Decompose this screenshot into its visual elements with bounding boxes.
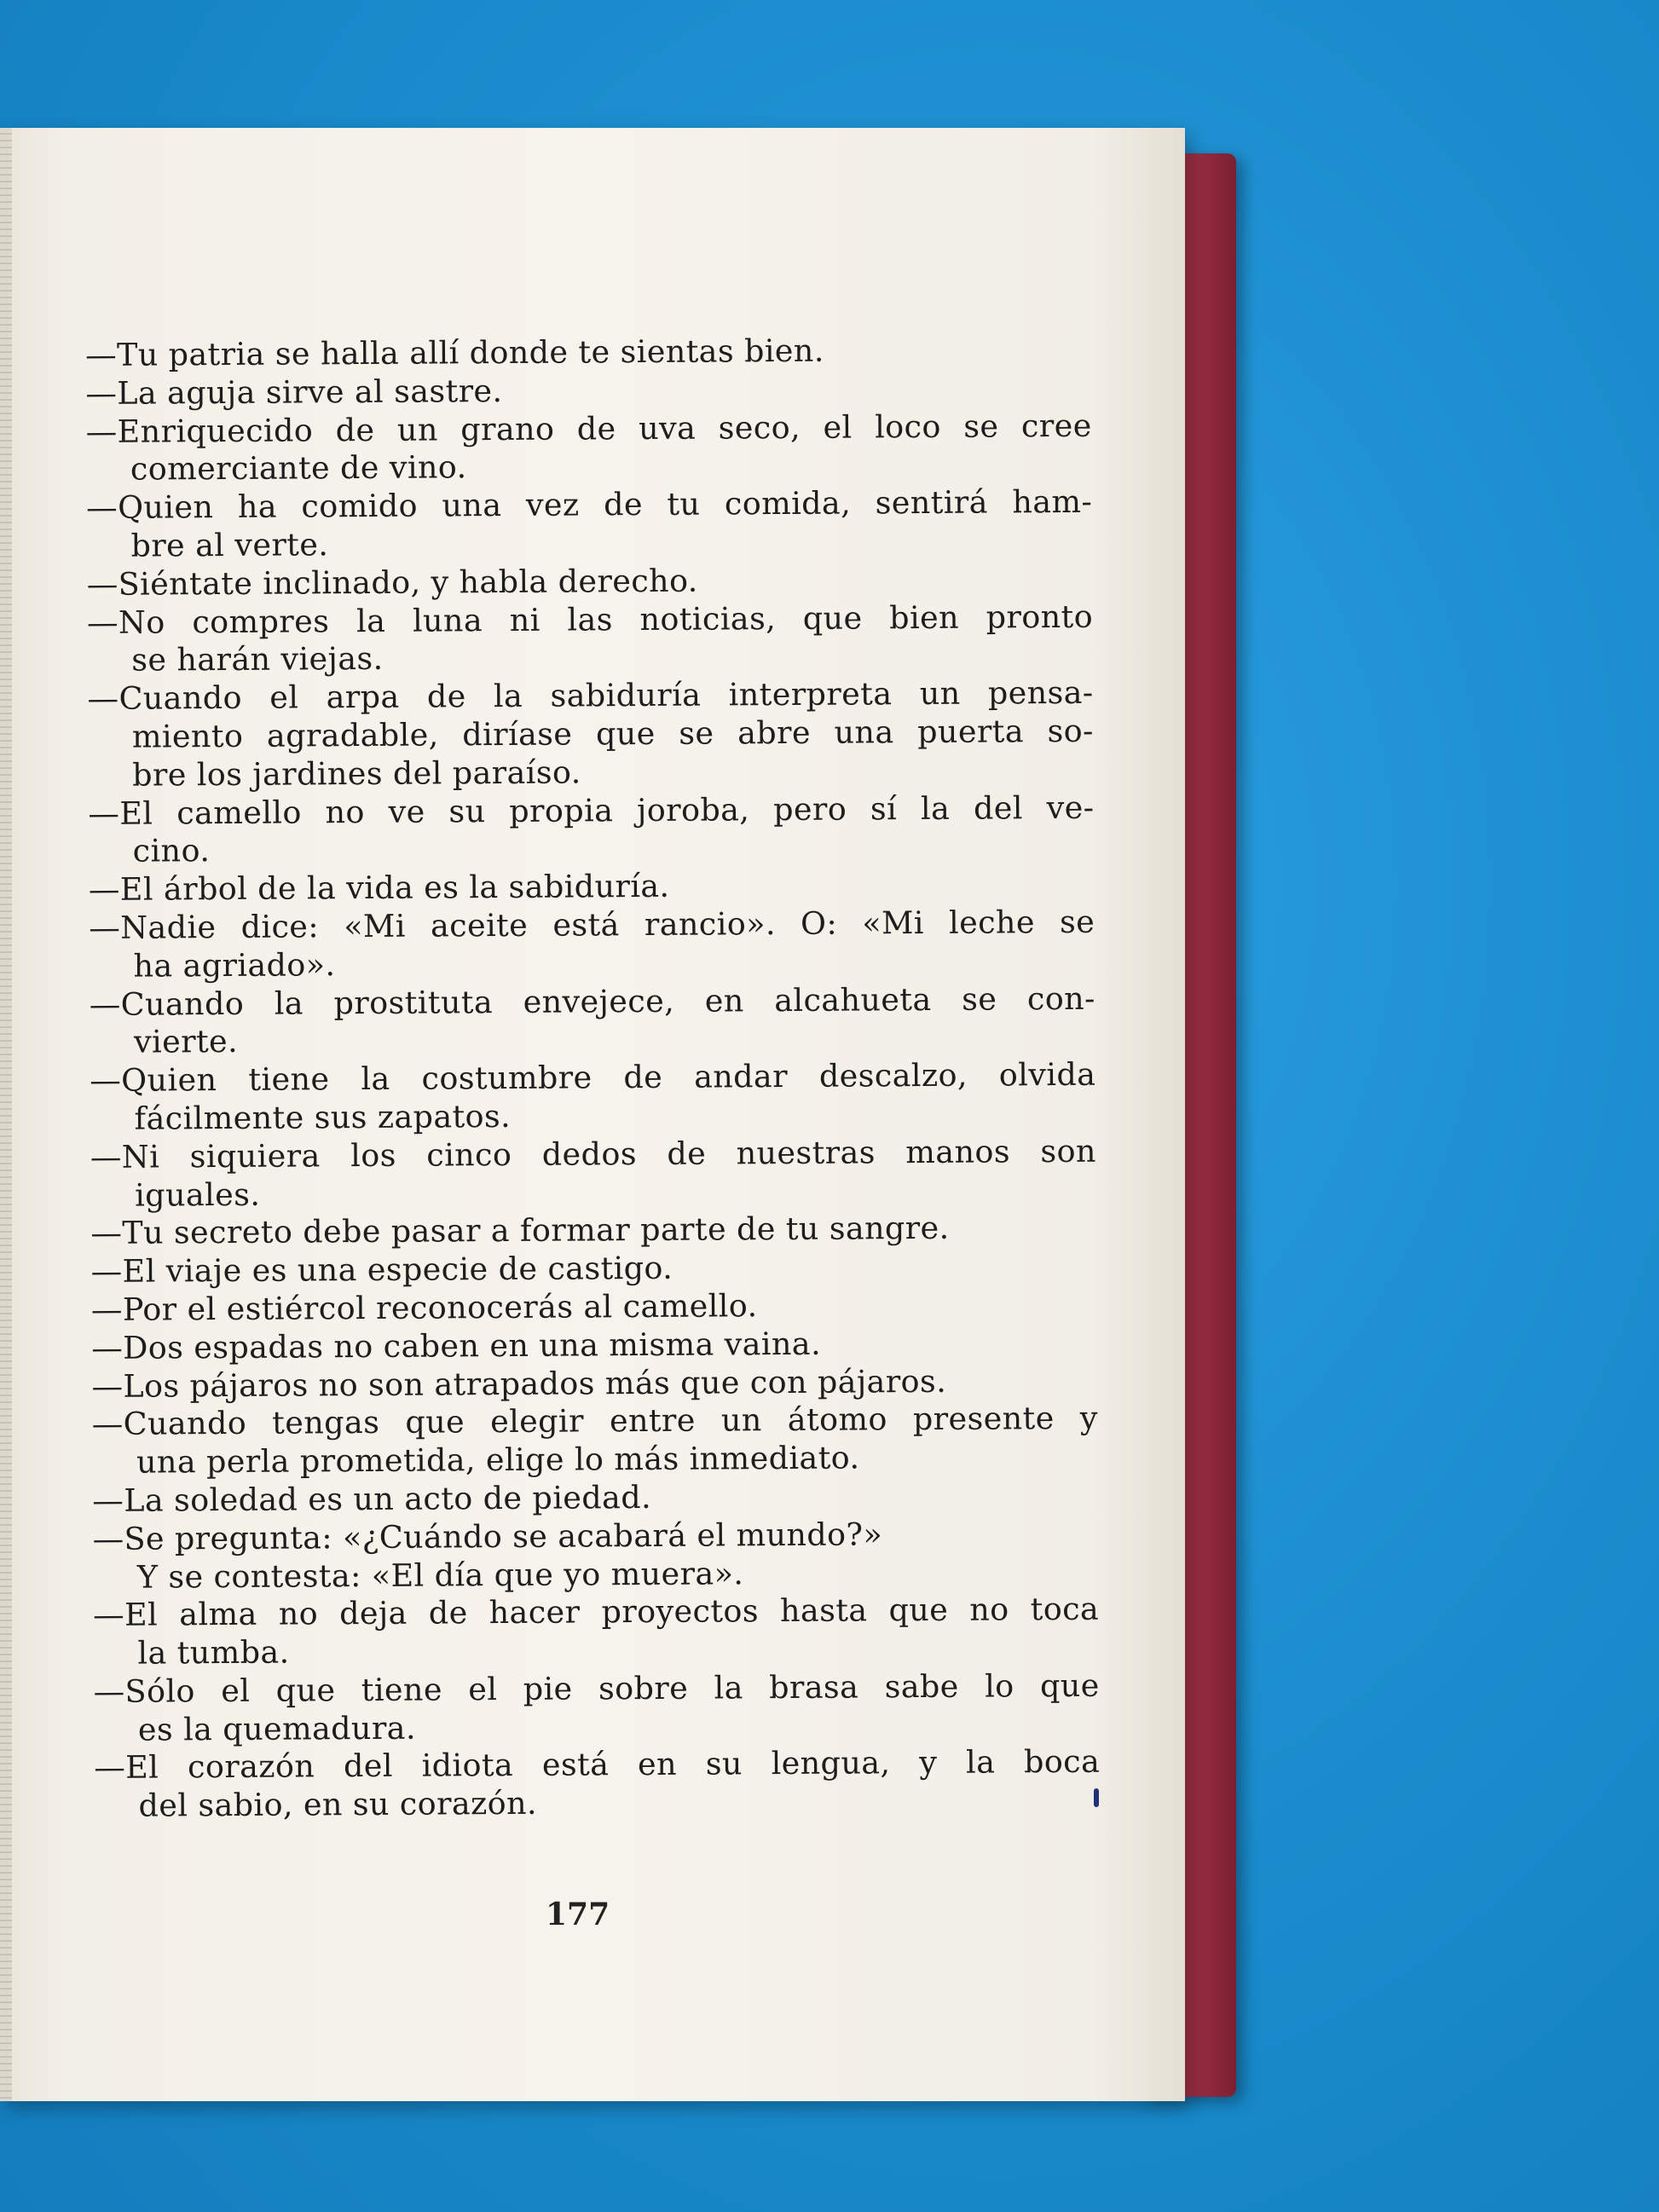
text-line-content: —El camello no ve su propia joroba, pero sí la del ve- bbox=[88, 788, 1095, 832]
proverbs-text-block bbox=[85, 331, 1101, 1826]
text-line bbox=[93, 1629, 1099, 1673]
text-line-content: —Se pregunta: «¿Cuándo se acabará el mundo?» bbox=[92, 1516, 883, 1557]
text-line-content: fácilmente sus zapatos. bbox=[134, 1097, 512, 1137]
text-line bbox=[94, 1667, 1100, 1712]
text-line bbox=[88, 751, 1094, 795]
text-line-content: bre al verte. bbox=[130, 526, 329, 564]
text-line bbox=[93, 1552, 1099, 1597]
text-line bbox=[86, 407, 1092, 451]
text-line bbox=[90, 1018, 1095, 1062]
text-line-content: Y se contesta: «El día que yo muera». bbox=[136, 1554, 744, 1596]
text-line-content: —El alma no deja de hacer proyectos hasta que no toca bbox=[93, 1591, 1100, 1634]
text-line bbox=[86, 522, 1092, 566]
text-line bbox=[87, 598, 1093, 642]
text-line bbox=[92, 1438, 1098, 1482]
text-line bbox=[88, 788, 1094, 833]
text-line bbox=[94, 1782, 1100, 1826]
text-line-content: —Tu secreto debe pasar a formar parte de tu sangre. bbox=[90, 1210, 950, 1252]
text-line-content: —La aguja sirve al sastre. bbox=[85, 372, 503, 412]
text-line bbox=[90, 1133, 1096, 1177]
text-line-content: cino. bbox=[132, 832, 211, 870]
text-line-content: —Por el estiércol reconocerás al camello. bbox=[90, 1287, 758, 1328]
text-line-content: —Enriquecido de un grano de uva seco, el loco se cree bbox=[85, 407, 1092, 450]
text-line-content: vierte. bbox=[133, 1023, 239, 1061]
text-line bbox=[90, 979, 1095, 1024]
text-line-content: miento agradable, diríase que se abre una puerta so- bbox=[131, 712, 1094, 755]
text-line-content: —Cuando tengas que elegir entre un átomo presente y bbox=[91, 1400, 1098, 1443]
text-line bbox=[87, 560, 1093, 604]
page-gutter bbox=[0, 128, 12, 2101]
text-line bbox=[85, 369, 1091, 413]
text-line bbox=[91, 1361, 1097, 1406]
text-line-content: se harán viejas. bbox=[131, 640, 384, 679]
text-line bbox=[92, 1476, 1098, 1521]
text-line bbox=[90, 1056, 1095, 1100]
text-line bbox=[89, 904, 1095, 948]
text-line bbox=[91, 1285, 1097, 1330]
text-line bbox=[87, 674, 1093, 719]
text-line-content: —El árbol de la vida es la sabiduría. bbox=[88, 867, 670, 909]
text-line-content: bre los jardines del paraíso. bbox=[132, 754, 581, 794]
text-line bbox=[94, 1743, 1100, 1788]
ink-mark bbox=[1094, 1788, 1099, 1807]
text-line bbox=[89, 865, 1095, 910]
text-line bbox=[85, 331, 1091, 375]
text-line-content: comerciante de vino. bbox=[130, 448, 467, 488]
text-line-content: iguales. bbox=[135, 1175, 261, 1214]
text-line bbox=[88, 713, 1094, 757]
text-line-content: —Siéntate inclinado, y habla derecho. bbox=[86, 562, 698, 603]
text-line-content: —Tu patria se halla allí donde te sientas bien. bbox=[85, 332, 824, 373]
text-line bbox=[91, 1247, 1097, 1291]
text-line bbox=[92, 1400, 1098, 1444]
text-line bbox=[91, 1323, 1097, 1367]
text-line-content: —Quien ha comido una vez de tu comida, sentirá ham- bbox=[86, 482, 1093, 527]
text-line-content: —Sólo el que tiene el pie sobre la brasa sabe lo que bbox=[93, 1666, 1100, 1710]
text-line bbox=[93, 1591, 1099, 1635]
text-line-content: una perla prometida, elige lo más inmediato. bbox=[136, 1439, 860, 1481]
text-line-content: —Dos espadas no caben en una misma vaina. bbox=[91, 1325, 822, 1366]
text-line bbox=[90, 1170, 1096, 1215]
text-line-content: —La soledad es un acto de piedad. bbox=[92, 1478, 652, 1519]
text-line-content: —El viaje es una especie de castigo. bbox=[90, 1249, 673, 1291]
text-line bbox=[92, 1514, 1098, 1558]
text-line-content: —Cuando el arpa de la sabiduría interpreta un pensa- bbox=[87, 673, 1094, 718]
text-line-content: —No compres la luna ni las noticias, que bien pronto bbox=[86, 598, 1094, 641]
text-line-content: —Quien tiene la costumbre de andar descalzo, olvida bbox=[90, 1055, 1096, 1100]
text-line-content: —Nadie dice: «Mi aceite está rancio». O: «Mi leche se bbox=[89, 903, 1095, 946]
text-line-content: la tumba. bbox=[137, 1633, 290, 1672]
text-line-content: —Ni siquiera los cinco dedos de nuestras manos son bbox=[90, 1132, 1096, 1175]
text-line-content: —El corazón del idiota está en su lengua, y la boca bbox=[94, 1743, 1101, 1787]
text-line bbox=[94, 1705, 1100, 1749]
text-line-content: ha agriado». bbox=[133, 945, 336, 985]
text-line bbox=[89, 942, 1095, 986]
text-line bbox=[90, 1094, 1095, 1139]
page-number: 177 bbox=[546, 1897, 610, 1932]
text-line bbox=[87, 636, 1093, 680]
text-line bbox=[90, 1209, 1096, 1253]
text-line bbox=[86, 445, 1092, 489]
text-line-content: del sabio, en su corazón. bbox=[138, 1785, 538, 1824]
text-line-content: es la quemadura. bbox=[137, 1709, 417, 1748]
text-line bbox=[89, 827, 1095, 871]
text-line-content: —Los pájaros no son atrapados más que con pájaros. bbox=[91, 1362, 947, 1405]
text-line bbox=[86, 483, 1092, 528]
text-line-content: —Cuando la prostituta envejece, en alcahueta se con- bbox=[89, 979, 1095, 1023]
